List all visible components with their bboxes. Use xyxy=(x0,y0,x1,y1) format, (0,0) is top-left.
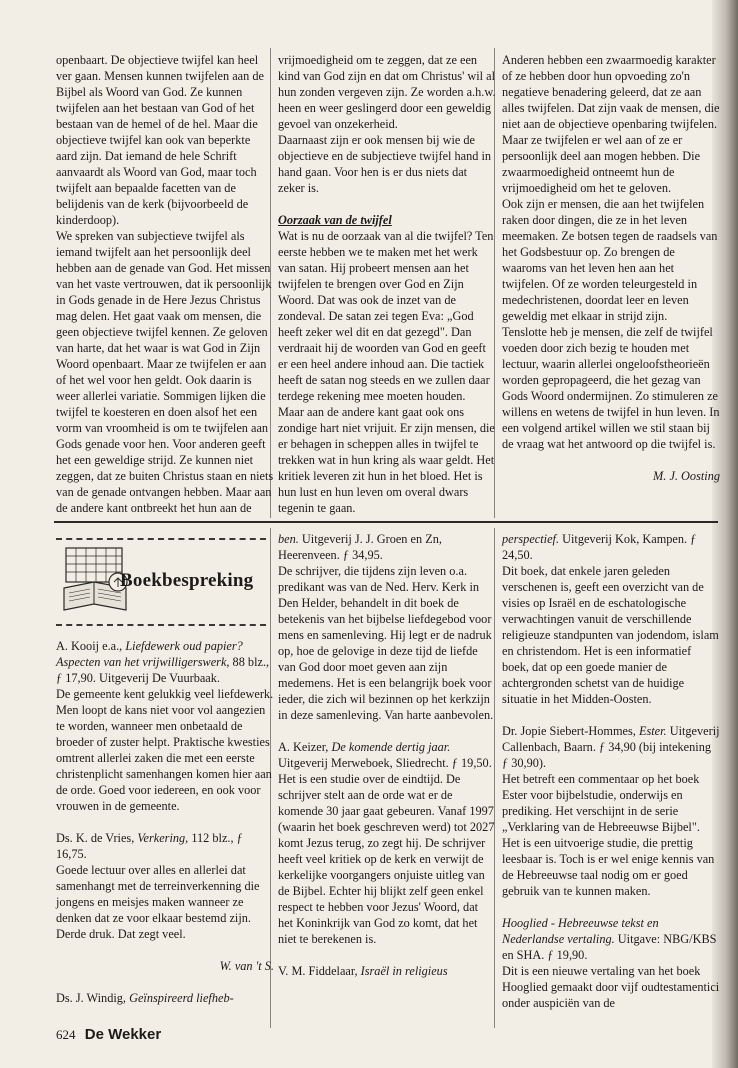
review-column-2 xyxy=(278,531,496,979)
review-column-1 xyxy=(56,638,274,1006)
book-review-header xyxy=(56,532,266,627)
review-book-title: Ester. xyxy=(638,724,667,738)
dashed-rule xyxy=(56,538,266,540)
reviewer-signature: W. van 't S. xyxy=(219,959,274,973)
review-text: Het is een studie over de eindtijd. De schrijver stelt aan de orde wat er de komende 30 jaar gaat gebeuren. Vanaf 1997 (waarin het boek geschreven werd) tot 2027 komt Jezus terug, zo zegt hij. De schrijver heeft veel kritiek op de kerk en verwijt de kerkelijke voorgangers onjuiste uitleg van de Bijbel. Echter hij blijkt zelf geen enkel respect te hebben voor Jezus' Woord, dat het Koninkrijk van God zo komt, dat het niet te berekenen is. xyxy=(278,772,495,946)
review-meta: Uitgeverij Callenbach, Baarn. ƒ 34,90 (bij intekening ƒ 30,90). xyxy=(502,724,720,770)
book-review xyxy=(56,990,274,1006)
review-book-title: Liefdewerk oud papier? Aspecten van het vrijwilligerswerk, xyxy=(56,639,243,669)
article-paragraph: Maar aan de andere kant gaat ook ons zondige hart niet vrijuit. Er zijn mensen, die er behagen in scheppen alles in twijfel te trekken wat in hun kring als waar geldt. Het kritiek leveren zit hun in het bloed. Het is hun lust en hun leven om overal dwars tegenin te gaan. xyxy=(278,405,495,515)
article-column-2 xyxy=(278,52,496,516)
review-book-title: perspectief. xyxy=(502,532,560,546)
book-review xyxy=(56,830,274,862)
review-text: De gemeente kent gelukkig veel liefdewerk. Men loopt de kans niet voor vol aangezien te worden, wanneer men onbetaald de broeder of zuster helpt. Praktische kwesties omtrent allerlei zaken die met een eerste christenplicht samenhangen komen hier aan de orde. Goed voor iedereen, en ook voor vrouwen in de gemeente. xyxy=(56,687,274,813)
book-review-title: Boekbespreking xyxy=(120,570,254,591)
review-meta: Uitgeverij Kok, Kampen. ƒ 24,50. xyxy=(502,532,697,562)
book-review xyxy=(56,638,274,686)
book-review xyxy=(278,531,496,563)
review-author: Dr. Jopie Siebert-Hommes, xyxy=(502,724,639,738)
review-author: V. M. Fiddelaar, xyxy=(278,964,361,978)
book-review xyxy=(278,739,496,771)
page-footer xyxy=(56,1026,161,1043)
section-divider xyxy=(54,521,718,523)
review-text: Goede lectuur over alles en allerlei dat samenhangt met de terreinverkenning die jongens en meisjes maken wanneer ze denken dat ze voor elkaar bestemd zijn. Derde druk. Dat zegt veel. xyxy=(56,863,260,941)
page-number: 624 xyxy=(56,1027,76,1042)
book-review xyxy=(502,915,720,963)
article-paragraph: Ook zijn er mensen, die aan het twijfelen raken door dingen, die ze in het leven meemaken. Ze botsen tegen de raadsels van het Godsbestuur op. Zo brengen de waaroms van het leven hen aan het twijfelen. Of ze worden teleurgesteld in medechristenen, doordat leer en leven geweldig met elkaar in strijd zijn. xyxy=(502,197,718,323)
article-paragraph: Tenslotte heb je mensen, die zelf de twijfel voeden door zich bezig te houden met lectuur, waarin allerlei ongeloofstheorieën worden gepropageerd, die het gezag van Gods Woord ondermijnen. Zo stimuleren ze willens en wetens de twijfel in hun leven. In een volgend artikel willen we stil staan bij de vraag wat het antwoord op die twijfel is. xyxy=(502,325,720,451)
review-author: Ds. K. de Vries, xyxy=(56,831,138,845)
article-paragraph: vrijmoedigheid om te zeggen, dat ze een kind van God zijn en dat om Christus' wil al hun zonden vergeven zijn. Ze worden a.h.w. heen en weer geslingerd door een geweldig gevoel van onzekerheid. xyxy=(278,53,496,131)
review-author: Ds. J. Windig, xyxy=(56,991,130,1005)
article-paragraph: We spreken van subjectieve twijfel als iemand twijfelt aan het persoonlijk deel hebben aan de genade van God. Het missen van het vaste vertrouwen, dat ik persoonlijk in Gods genade in de Here Jezus Christus mag delen. Het gaat vaak om mensen, die geen objectieve twijfel kennen. Ze geloven van harte, dat het waar is wat God in Zijn Woord openbaart. Maar ze twijfelen er aan of het wel voor hen geldt. Ook daarin is weer allerlei variatie. Sommigen lijken die twijfel te koesteren en doen alsof het een vorm van vroomheid is om te twijfelen aan Gods genade voor hen. Voor anderen geeft het een geweldige strijd. Ze kunnen niet zeggen, dat ze buiten Christus staan en niets van de genade ontvangen hebben. Maar aan de andere kant ontbreekt het hun aan de xyxy=(56,229,274,515)
article-column-3 xyxy=(502,52,720,484)
review-column-3 xyxy=(502,531,720,1011)
book-review xyxy=(278,963,496,979)
review-author: A. Keizer, xyxy=(278,740,332,754)
review-author: A. Kooij e.a., xyxy=(56,639,126,653)
book-review xyxy=(502,723,720,771)
article-paragraph: Anderen hebben een zwaarmoedig karakter of ze hebben door hun opvoeding zo'n negatieve benadering geleerd, dat ze aan alles twijfelen. Dat zijn vaak de mensen, die niet aan de objectieve openbaring twijfelen. Maar ze twijfelen er wel aan of ze er persoonlijk deel aan mogen hebben. Die zwaarmoedigheid ontneemt hun de vrijmoedigheid om het te geloven. xyxy=(502,53,720,195)
review-text: Dit boek, dat enkele jaren geleden verschenen is, geeft een overzicht van de visies op Israël en de eschatologische verwachtingen vanuit de verschillende religieuze standpunten van jodendom, islam en christendom. Het is een informatief boek, dat op een goede manier de achtergronden schetst van de huidige situatie in het Midden-Oosten. xyxy=(502,564,719,706)
section-heading: Oorzaak van de twijfel xyxy=(278,213,392,227)
book-review xyxy=(502,531,720,563)
article-paragraph: openbaart. De objectieve twijfel kan heel ver gaan. Mensen kunnen twijfelen aan de Bijbel als Woord van God. Ze kunnen twijfelen aan het bestaan van God of het bestaan van de hemel of de hel. Maar die objectieve twijfel kan ook van beperkte aard zijn. Dat iemand de hele Schrift aanvaardt als Woord van God, maar toch twijfelt aan bepaalde facetten van de belijdenis van de kerk (bijvoorbeeld de kinderdoop). xyxy=(56,53,264,227)
review-book-title: Israël in religieus xyxy=(360,964,448,978)
review-book-title: Verkering, xyxy=(137,831,189,845)
review-book-title: De komende dertig jaar. xyxy=(331,740,451,754)
author-signature: M. J. Oosting xyxy=(653,469,720,483)
review-meta: Uitgave: NBG/KBS en SHA. ƒ 19,90. xyxy=(502,932,717,962)
article-paragraph: Daarnaast zijn er ook mensen bij wie de objectieve en de subjectieve twijfel hand in hand gaan. Voor hen is er dus niets dat zeker is. xyxy=(278,133,492,195)
article-paragraph: Wat is nu de oorzaak van al die twijfel? Ten eerste hebben we te maken met het werk van satan. Hij probeert mensen aan het twijfelen te brengen over God en Zijn Woord. Dat was ook de inzet van de zondeval. De satan zei tegen Eva: „God heeft zeker wel dit en dat gezegd". Dan verdraait hij de woorden van God en geeft er een heel andere inhoud aan. Die tactiek heeft de satan nog steeds en we zullen daar terdege rekening mee moeten houden. xyxy=(278,229,494,403)
review-book-title: Geïnspireerd liefheb- xyxy=(129,991,234,1005)
review-book-title: ben. xyxy=(278,532,299,546)
review-text: Het betreft een commentaar op het boek Ester voor bijbelstudie, onderwijs en prediking. Het verschijnt in de serie „Verklaring van de Hebreeuwse Bijbel". Het is een uitvoerige studie, die prettig leesbaar is. Toch is er wel enige kennis van de Hebreeuwse taal nodig om er goed gebruik van te kunnen maken. xyxy=(502,772,715,898)
magazine-name: De Wekker xyxy=(84,1026,162,1043)
review-book-title: Hooglied - Hebreeuwse tekst en Nederlandse vertaling. xyxy=(502,916,659,946)
review-meta: Uitgeverij Merweboek, Sliedrecht. ƒ 19,50. xyxy=(278,756,492,770)
review-text: De schrijver, die tijdens zijn leven o.a. predikant was van de Ned. Herv. Kerk in Den Helder, behandelt in dit boek de betekenis van het bijbelse liefdegebod voor mens en samenleving. Hij legt er de nadruk op, hoe de gelovige in deze tijd de liefde van God door moet geven aan zijn medemens. Het is een belangrijk boek voor ieder, die zich wil bezinnen op het kerkzijn in deze samenleving. Van harte aanbevolen. xyxy=(278,564,494,722)
article-column-1 xyxy=(56,52,274,516)
review-meta: Uitgeverij J. J. Groen en Zn, Heerenveen. ƒ 34,95. xyxy=(278,532,442,562)
review-meta: 88 blz., ƒ 17,90. Uitgeverij De Vuurbaak. xyxy=(56,655,270,685)
dashed-rule xyxy=(56,624,266,626)
review-text: Dit is een nieuwe vertaling van het boek Hooglied gemaakt door vijf oudtestamentici onder auspiciën van de xyxy=(502,964,720,1010)
review-meta: 112 blz., ƒ 16,75. xyxy=(56,831,243,861)
